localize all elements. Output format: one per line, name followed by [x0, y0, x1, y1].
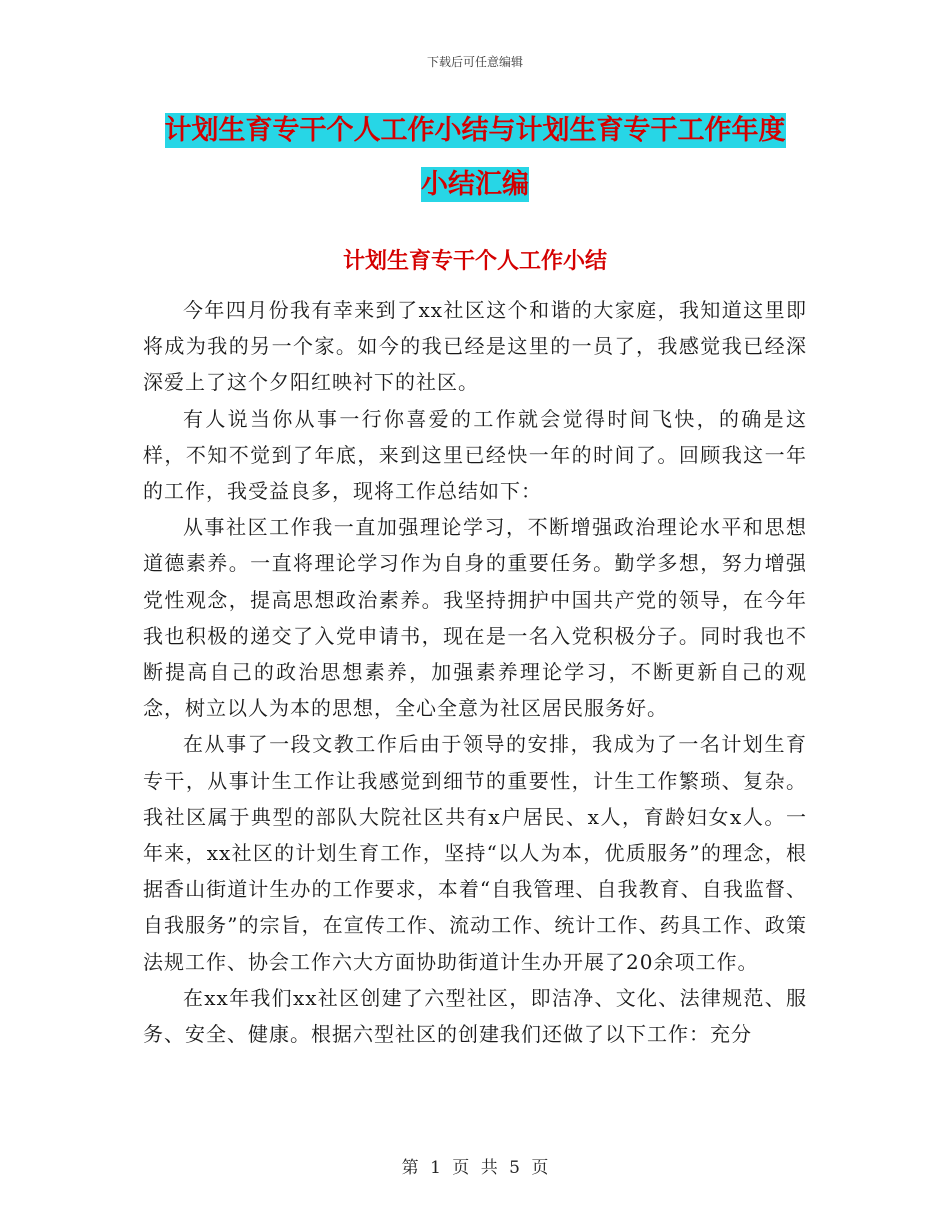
title-line-2: 小结汇编 [421, 169, 529, 200]
page-number-footer: 第 1 页 共 5 页 [401, 1158, 549, 1178]
body-text [143, 292, 807, 1052]
title-line-1: 计划生育专干个人工作小结与计划生育专干工作年度 [164, 115, 786, 146]
paragraph: 在从事了一段文教工作后由于领导的安排，我成为了一名计划生育专干，从事计生工作让我感觉到细节的重要性，计生工作繁琐、复杂。我社区属于典型的部队大院社区共有x户居民、x人，育龄妇女x人。一年来，xx社区的计划生育工作，坚持“以人为本，优质服务”的理念，根据香山街道计生办的工作要求，本着“自我管理、自我教育、自我监督、自我服务”的宗旨，在宣传工作、流动工作、统计工作、药具工作、政策法规工作、协会工作六大方面协助街道计生办开展了20余项工作。 [143, 732, 807, 974]
paragraph: 今年四月份我有幸来到了xx社区这个和谐的大家庭，我知道这里即将成为我的另一个家。如今的我已经是这里的一员了，我感觉我已经深深爱上了这个夕阳红映衬下的社区。 [143, 298, 807, 395]
header-note: 下载后可任意编辑 [426, 55, 523, 69]
paragraph: 在xx年我们xx社区创建了六型社区，即洁净、文化、法律规范、服务、安全、健康。根据六型社区的创建我们还做了以下工作：充分 [143, 985, 807, 1047]
paragraph: 有人说当你从事一行你喜爱的工作就会觉得时间飞快，的确是这样，不知不觉到了年底，来到这里已经快一年的时间了。回顾我这一年的工作，我受益良多，现将工作总结如下： [143, 406, 807, 504]
section-title: 计划生育专干个人工作小结 [342, 249, 607, 274]
document-title [0, 108, 950, 208]
paragraph: 从事社区工作我一直加强理论学习，不断增强政治理论水平和思想道德素养。一直将理论学习作为自身的重要任务。勤学多想，努力增强党性观念，提高思想政治素养。我坚持拥护中国共产党的领导，在今年我也积极的递交了入党申请书，现在是一名入党积极分子。同时我也不断提高自己的政治思想素养，加强素养理论学习，不断更新自己的观念，树立以人为本的思想，全心全意为社区居民服务好。 [143, 515, 807, 721]
